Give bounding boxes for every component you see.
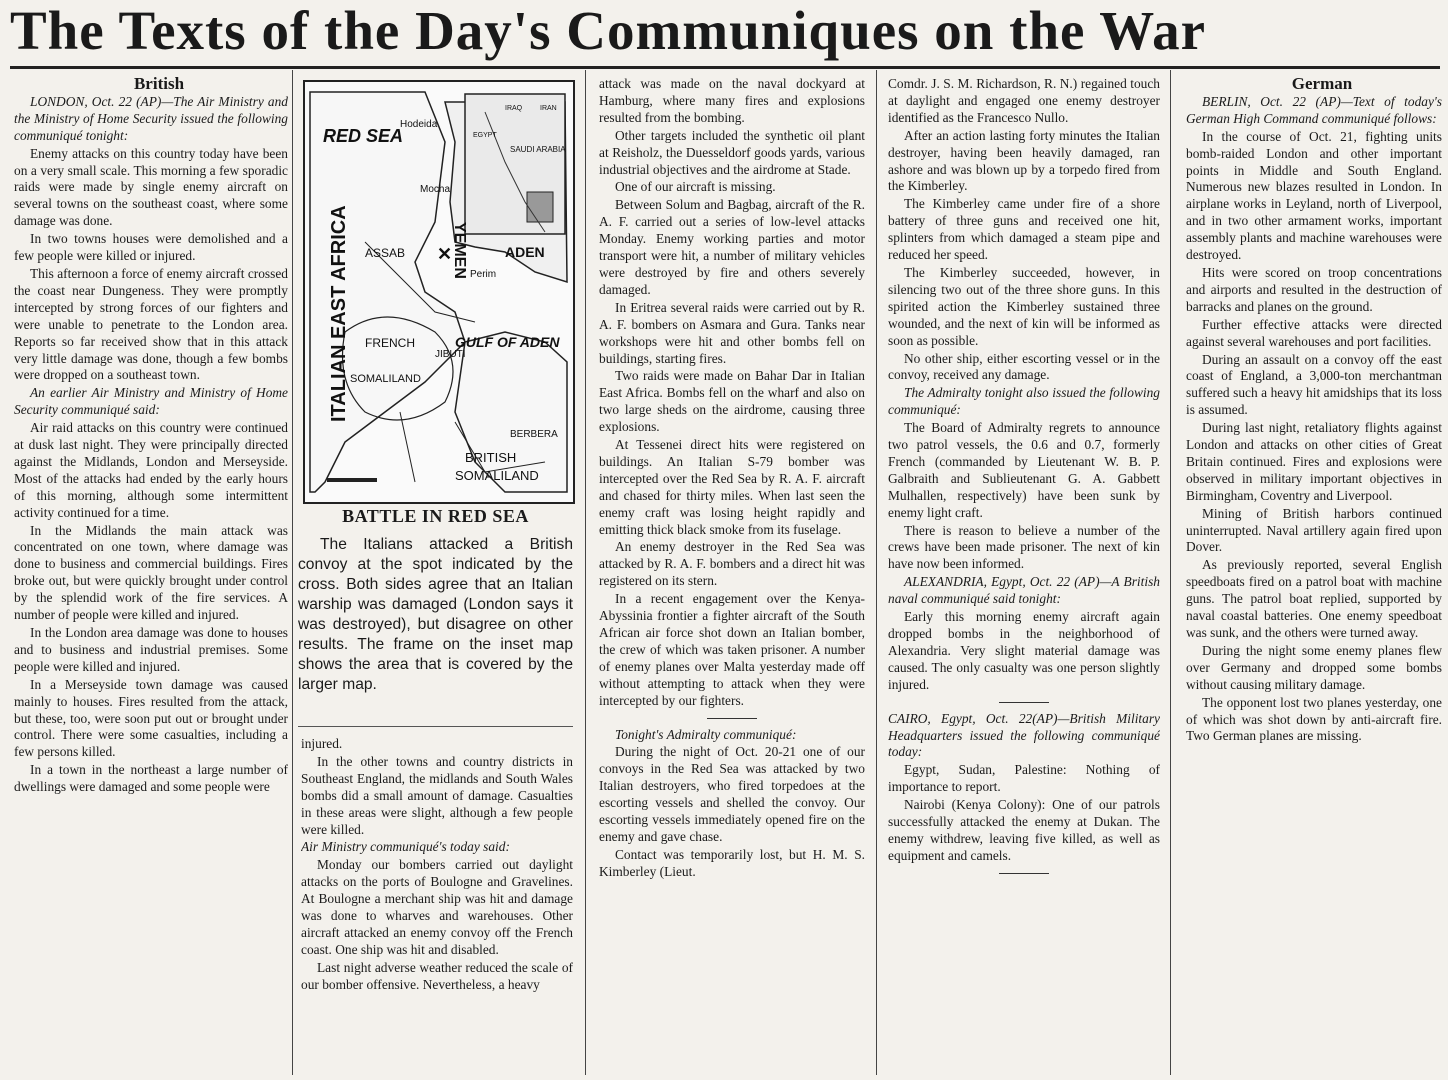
british-earlier-intro: An earlier Air Ministry and Ministry of Home Security communiqué said: (14, 385, 288, 418)
paragraph: Other targets included the synthetic oil plant at Reisholz, the Duesseldorf goods yards, various industrial objectives and the airdrome at Stade. (599, 127, 865, 177)
map-label-berbera: BERBERA (510, 429, 558, 440)
map-label-iran: IRAN (540, 105, 557, 112)
british-heading: British (133, 76, 185, 93)
german-heading: German (1291, 76, 1353, 93)
paragraph: Monday our bombers carried out daylight attacks on the ports of Boulogne and Gravelines. At Boulogne a merchant ship was hit and damage was done to wharves and warehouses. Other aircraft attacked an enemy convoy off the French coast. One ship was hit and disabled. (301, 857, 573, 957)
cairo-dateline: CAIRO, Egypt, Oct. 22(AP)—British Military Headquarters issued the following communiqué today: (888, 710, 1160, 760)
column-rule (292, 70, 293, 1075)
ministry-column (599, 76, 865, 1076)
map-label-british: BRITISH (465, 450, 517, 465)
paragraph: Comdr. J. S. M. Richardson, R. N.) regained touch at daylight and engaged one enemy destroyer identified as the Francesco Nullo. (888, 76, 1160, 125)
scale-bar (327, 478, 377, 482)
map-graphic (305, 82, 573, 502)
paragraph: Hits were scored on troop concentrations and airports and resulted in the destruction of barracks and planes on the ground. (1186, 264, 1442, 314)
map-label-mocha: Mocha (420, 184, 451, 195)
paragraph: In the course of Oct. 21, fighting units bomb-raided London and other important points in Middle and South England. Numerous new blazes resulted in London. In airplane works in Leyland, north of Liverpool, and in two other armament works, important assembly plants and machine warehouses were destroyed. (1186, 128, 1442, 263)
paragraph: Two raids were made on Bahar Dar in Italian East Africa. Bombs fell on the wharf and also on two large sheds on the airdrome, causing three explosions. (599, 368, 865, 435)
admiralty-second-intro: The Admiralty tonight also issued the following communiqué: (888, 385, 1160, 418)
paragraph: Mining of British harbors continued uninterrupted. Naval artillery again fired upon Dover. (1186, 505, 1442, 555)
map-label-perim: Perim (470, 269, 497, 280)
map-label-jibuti: JIBUTI (435, 349, 466, 360)
paragraph: In Eritrea several raids were carried out by R. A. F. bombers on Asmara and Gura. Tanks near workshops were hit and other bombs fell on buildings, starting fires. (599, 299, 865, 366)
paragraph: During an assault on a convoy off the east coast of England, a 3,000-ton merchantman suffered such a heavy hit amidships that its loss is assumed. (1186, 351, 1442, 418)
paragraph: Egypt, Sudan, Palestine: Nothing of importance to report. (888, 762, 1160, 795)
paragraph: In the Midlands the main attack was concentrated on one town, where damage was done to business and commercial buildings. Fires broke out, but were quickly brought under control by the splendid work of the fire services. A number of people were killed and injured. (14, 522, 288, 623)
paragraph: During the night some enemy planes flew over Germany and dropped some bombs without causing military damage. (1186, 642, 1442, 692)
admiralty-intro: Tonight's Admiralty communiqué: (615, 726, 797, 742)
british-column (14, 76, 288, 1076)
column-divider (298, 726, 573, 727)
paragraph: The opponent lost two planes yesterday, one of which was shot down by anti-aircraft fire. Two German planes are missing. (1186, 694, 1442, 744)
inset-area-frame (527, 192, 553, 222)
paragraph: After an action lasting forty minutes the Italian destroyer, having been heavily damaged, ran ashore and was blown up by a torpedo fired from the Kimberley. (888, 127, 1160, 194)
map-label-hodeida: Hodeida (400, 119, 438, 130)
paragraph: Contact was temporarily lost, but H. M. S. Kimberley (Lieut. (599, 846, 865, 879)
paragraph: In a Merseyside town damage was caused mainly to houses. Fires resulted from the attack, but these, too, were soon put out or brought under control. There were some casualties, including a few persons killed. (14, 676, 288, 760)
caption-body: The Italians attacked a British convoy at the spot indicated by the cross. Both sides agree that an Italian warship was damaged (London says it was destroyed), but disagree on other results. The frame on the inset map shows the area that is covered by the larger map. (298, 536, 573, 693)
red-sea-map (303, 80, 575, 504)
paragraph: In the other towns and country districts in Southeast England, the midlands and South Wales bombs did a small amount of damage. Casualties in these areas were slight, although a few people were killed. (301, 753, 573, 837)
paragraph: In a recent engagement over the Kenya-Abyssinia frontier a fighter aircraft of the South African air force shot down an Italian bomber, the crew of which was taken prisoner. A number of enemy planes over Malta yesterday made off without attempting to attack when they were intercepted by our fighters. (599, 591, 865, 708)
section-divider (707, 718, 757, 719)
paragraph: attack was made on the naval dockyard at Hamburg, where many fires and explosions resulted from the bombing. (599, 76, 865, 125)
paragraph: injured. (301, 736, 343, 751)
paragraph: Early this morning enemy aircraft again dropped bombs in the neighborhood of Alexandria. Very slight material damage was caused. The only casualty was one person slightly injured. (888, 609, 1160, 692)
headline: The Texts of the Day's Communiques on the War (10, 0, 1207, 61)
paragraph: Further effective attacks were directed against several warehouses and port facilities. (1186, 316, 1442, 349)
paragraph: During last night, retaliatory flights against London and attacks on other cities of Great Britain continued. Fires and explosions were observed in military important objectives in Birmingham, Coventry and Liverpool. (1186, 420, 1442, 503)
paragraph: An enemy destroyer in the Red Sea was attacked by R. A. F. bombers and a direct hit was registered on its stern. (599, 539, 865, 589)
road-line (400, 412, 415, 482)
map-label-egypt: EGYPT (473, 132, 497, 139)
paragraph: Between Solum and Bagbag, aircraft of the R. A. F. carried out a series of low-level attacks Monday. Enemy working parties and motor transport were hit, a number of military vehicles were destroyed by fire and others severely damaged. (599, 197, 865, 297)
paragraph: In the London area damage was done to houses and to business and industrial premises. Some people were killed and injured. (14, 625, 288, 674)
battle-cross-icon: ✕ (437, 244, 453, 264)
headline-rule (10, 66, 1440, 69)
paragraph: At Tessenei direct hits were registered on buildings. An Italian S-79 bomber was intercepted over the Red Sea by R. A. F. aircraft and chased for thirty miles. When last seen the enemy craft was losing height rapidly and emitting thick black smoke from its fuselage. (599, 437, 865, 537)
column-rule (876, 70, 877, 1075)
paragraph: Nairobi (Kenya Colony): One of our patrols successfully attacked the enemy at Dukan. The enemy withdrew, leaving five killed, as well as equipment and camels. (888, 797, 1160, 863)
paragraph: The Kimberley came under fire of a shore battery of three guns and received one hit, splinters from which damaged a steam pipe and reduced her speed. (888, 196, 1160, 263)
air-ministry-intro: Air Ministry communiqué's today said: (301, 839, 510, 855)
section-divider (999, 873, 1049, 874)
column-rule (1170, 70, 1171, 1075)
british-continuation (301, 736, 573, 1076)
map-label-iraq: IRAQ (505, 105, 523, 112)
german-column (1186, 76, 1442, 1076)
caption-title: BATTLE IN RED SEA (342, 506, 529, 526)
map-label-italian-east-africa: ITALIAN EAST AFRICA (328, 205, 350, 422)
map-label-french: FRENCH (365, 336, 415, 350)
map-label-assab: ASSAB (365, 246, 406, 260)
paragraph: In a town in the northeast a large number of dwellings were damaged and some people were (14, 762, 288, 795)
paragraph: One of our aircraft is missing. (615, 179, 776, 195)
paragraph: Enemy attacks on this country today have been on a very small scale. This morning a few sporadic raids were made by single enemy aircraft on several towns on the southeast coast, where some damage was done. (14, 145, 288, 229)
map-label-yemen: YEMEN (451, 222, 468, 279)
map-caption (298, 506, 573, 695)
paragraph: The Kimberley succeeded, however, in silencing two out of the three shore guns. In this spirited action the Kimberley sustained three wounded, and the next of kin will be informed as soon as possible. (888, 264, 1160, 348)
paragraph: During the night of Oct. 20-21 one of our convoys in the Red Sea was attacked by two Italian destroyers, who fired torpedoes at the escorting vessels and shelled the convoy. Our escorting vessels immediately opened fire on the enemy and gave chase. (599, 744, 865, 844)
map-label-aden: ADEN (505, 244, 545, 260)
map-label-gulf-of-aden: GULF OF ADEN (455, 334, 560, 350)
map-label-saudi-arabia: SAUDI ARABIA (510, 145, 566, 154)
paragraph: This afternoon a force of enemy aircraft crossed the coast near Dungeness. They were promptly intercepted by strong forces of our fighters and were unable to penetrate to the London area. Reports so far received show that in this attack very little damage was done, though a few bombs were dropped on a southeast town. (14, 265, 288, 383)
map-label-somaliland: SOMALILAND (350, 373, 421, 385)
alexandria-dateline: ALEXANDRIA, Egypt, Oct. 22 (AP)—A British naval communiqué said tonight: (888, 574, 1160, 607)
admiralty-column (888, 76, 1160, 1076)
paragraph: No other ship, either escorting vessel or in the convoy, received any damage. (888, 350, 1160, 383)
paragraph: The Board of Admiralty regrets to announce two patrol vessels, the 0.6 and 0.7, formerly French (commanded by Lieutenant W. B. P. Galbraith and Sublieutenant G. A. Gabbett Mulhallen, respectively) have been sunk by enemy light craft. (888, 420, 1160, 520)
map-label-red-sea: RED SEA (323, 126, 404, 146)
british-dateline: LONDON, Oct. 22 (AP)—The Air Ministry and the Ministry of Home Security issued the following communiqué tonight: (14, 93, 288, 143)
section-divider (999, 702, 1049, 703)
german-dateline: BERLIN, Oct. 22 (AP)—Text of today's German High Command communiqué follows: (1186, 93, 1442, 126)
paragraph: As previously reported, several English speedboats fired on a patrol boat with machine guns. The patrol boat replied, supported by naval coastal batteries. One enemy speedboat was sunk, and the others were turned away. (1186, 557, 1442, 640)
paragraph: There is reason to believe a number of the crews have been made prisoner. The next of kin have now been informed. (888, 522, 1160, 572)
paragraph: Air raid attacks on this country were continued at dusk last night. They were principally directed against the Midlands, London and Merseyside. Most of the attacks had ended by the early hours of this morning, although some intermittent activity continued for a time. (14, 420, 288, 520)
paragraph: Last night adverse weather reduced the scale of our bomber offensive. Nevertheless, a heavy (301, 959, 573, 992)
column-rule (585, 70, 586, 1075)
map-label-british-somaliland: SOMALILAND (455, 468, 539, 483)
paragraph: In two towns houses were demolished and a few people were killed or injured. (14, 231, 288, 264)
